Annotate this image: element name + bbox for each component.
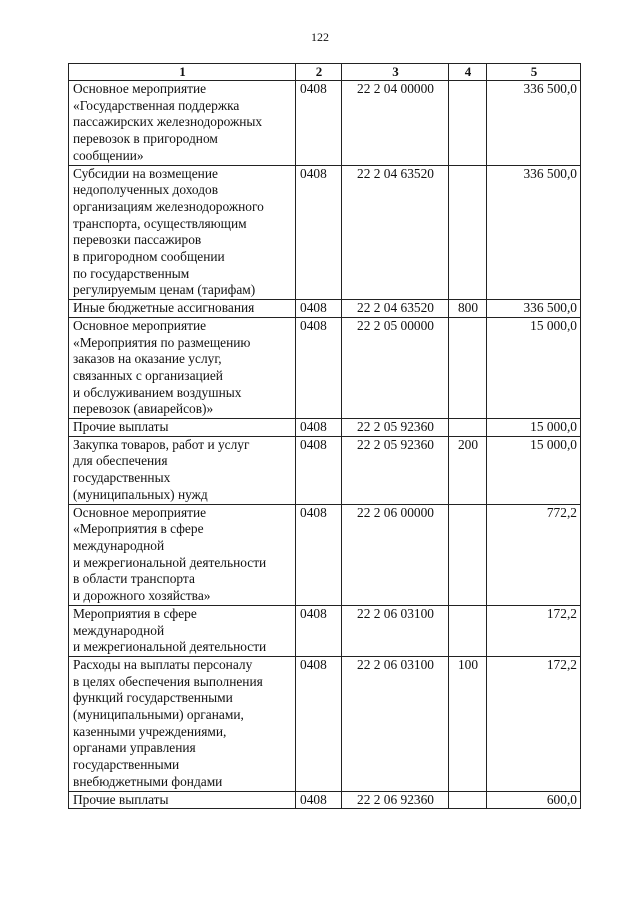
row-target-article: 22 2 05 92360 [342,419,449,437]
row-target-article: 22 2 06 03100 [342,605,449,656]
row-amount: 336 500,0 [487,81,581,166]
table-row [69,317,581,418]
table-body [69,81,581,809]
header-row [69,64,581,81]
table-row [69,419,581,437]
row-section: 0408 [296,419,342,437]
row-amount: 336 500,0 [487,300,581,318]
row-expense-type [449,317,487,418]
row-expense-type: 200 [449,436,487,504]
table-row [69,165,581,300]
header-col-5: 5 [487,64,581,81]
row-amount: 15 000,0 [487,317,581,418]
row-target-article: 22 2 06 00000 [342,504,449,605]
table-row [69,300,581,318]
table-row [69,504,581,605]
row-expense-type [449,504,487,605]
row-section: 0408 [296,605,342,656]
header-col-2: 2 [296,64,342,81]
budget-table [68,63,581,809]
table-row [69,656,581,791]
table-row [69,605,581,656]
row-expense-type [449,605,487,656]
row-expense-type [449,791,487,809]
row-amount: 772,2 [487,504,581,605]
row-expense-type: 100 [449,656,487,791]
row-name: Мероприятия в сфере международной и межрегиональной деятельности [69,605,296,656]
row-target-article: 22 2 05 92360 [342,436,449,504]
page-number: 122 [311,30,329,44]
row-section: 0408 [296,791,342,809]
row-target-article: 22 2 04 00000 [342,81,449,166]
row-expense-type: 800 [449,300,487,318]
row-amount: 172,2 [487,605,581,656]
header-col-1: 1 [69,64,296,81]
header-col-4: 4 [449,64,487,81]
row-section: 0408 [296,317,342,418]
row-target-article: 22 2 06 03100 [342,656,449,791]
row-amount: 15 000,0 [487,436,581,504]
row-section: 0408 [296,81,342,166]
row-target-article: 22 2 04 63520 [342,300,449,318]
table-row [69,81,581,166]
table-header [69,64,581,81]
row-name: Субсидии на возмещение недополученных доходов организациям железнодорожного транспорта, осуществляющим перевозки пассажиров в пригородном сообщении по государственным регулируемым ценам (тарифам) [69,165,296,300]
row-amount: 172,2 [487,656,581,791]
row-amount: 15 000,0 [487,419,581,437]
table-row [69,791,581,809]
row-section: 0408 [296,300,342,318]
row-target-article: 22 2 05 00000 [342,317,449,418]
row-section: 0408 [296,656,342,791]
row-name: Иные бюджетные ассигнования [69,300,296,318]
row-expense-type [449,165,487,300]
row-expense-type [449,81,487,166]
row-name: Прочие выплаты [69,791,296,809]
row-name: Основное мероприятие «Государственная поддержка пассажирских железнодорожных перевозок в пригородном сообщении» [69,81,296,166]
row-name: Основное мероприятие «Мероприятия в сфере международной и межрегиональной деятельности в области транспорта и дорожного хозяйства» [69,504,296,605]
row-target-article: 22 2 04 63520 [342,165,449,300]
row-section: 0408 [296,436,342,504]
row-name: Закупка товаров, работ и услуг для обеспечения государственных (муниципальных) нужд [69,436,296,504]
row-name: Основное мероприятие «Мероприятия по размещению заказов на оказание услуг, связанных с организацией и обслуживанием воздушных перевозок (авиарейсов)» [69,317,296,418]
row-section: 0408 [296,504,342,605]
row-amount: 336 500,0 [487,165,581,300]
row-expense-type [449,419,487,437]
row-name: Расходы на выплаты персоналу в целях обеспечения выполнения функций государственными (муниципальными) органами, казенными учреждениями, органами управления государственными внебюджетными фондами [69,656,296,791]
row-target-article: 22 2 06 92360 [342,791,449,809]
row-name: Прочие выплаты [69,419,296,437]
row-section: 0408 [296,165,342,300]
row-amount: 600,0 [487,791,581,809]
header-col-3: 3 [342,64,449,81]
table-row [69,436,581,504]
